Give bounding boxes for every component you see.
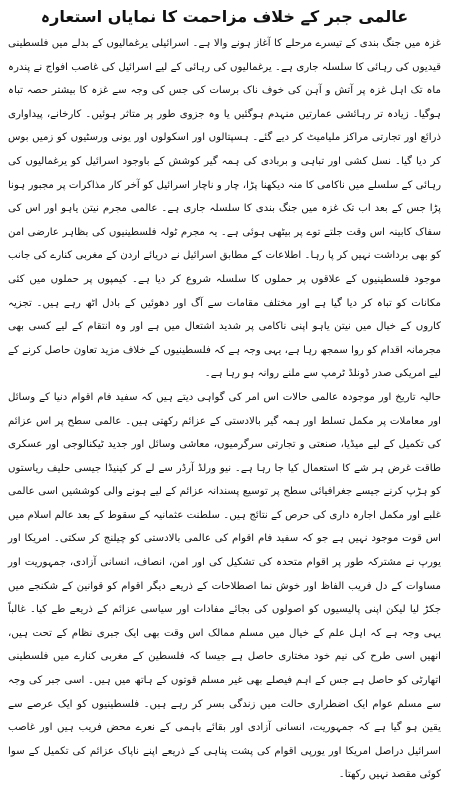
- article-paragraph-1: غزہ میں جنگ بندی کے تیسرے مرحلے کا آغاز ہونے والا ہے۔ اسرائیلی یرغمالیوں کے بدلے میں فلسطینی قیدیوں کی رہائی کا سلسلہ جاری ہے۔ یرغمالیوں کی رہائی کے لیے اسرائیل کی غاصب افواج نے پندرہ ماہ تک اہل غزہ پر آتش و آہن کی خوف ناک برسات کی جس کی وجہ سے غزہ کا بیشتر حصہ تباہ ہوگیا۔ زیادہ تر رہائشی عمارتیں منہدم ہوگئیں یا وہ جزوی طور پر متاثر ہوئیں۔ کارخانے، پیداواری ذرائع اور تجارتی مراکز ملیامیٹ کر دیے گئے۔ ہسپتالوں اور اسکولوں اور یونی ورسٹیوں کو زمیں بوس کر دیا گیا۔ نسل کشی اور تباہی و بربادی کی ہمہ گیر کوشش کے باوجود اسرائیل کو یرغمالیوں کی رہائی کے سلسلے میں ناکامی کا منہ دیکھنا پڑا، چار و ناچار اسرائیل کو آخر کار مذاکرات پر مجبور ہونا پڑا جس کے بعد اب تک غزہ میں جنگ بندی کا سلسلہ جاری ہے۔ عالمی مجرم نیتن یاہو اور اس کی سفاک کابینہ اس وقت جلتے توے پر بیٹھی ہوئی ہے۔ یہ مجرم ٹولہ فلسطینیوں کی بظاہر عارضی امن کو بھی برداشت نہیں کر پا رہا۔ اطلاعات کے مطابق اسرائیل نے دریائے اردن کے مغربی کنارے کی جانب موجود فلسطینیوں کے علاقوں پر حملوں کا سلسلہ شروع کر دیا ہے۔ کیمپوں پر حملوں میں کئی مکانات کو تباہ کر دیا گیا ہے اور مختلف مقامات سے آگ اور دھوئیں کے بادل اٹھ رہے ہیں۔ تجزیہ کاروں کے خیال میں نیتن یاہو اپنی ناکامی پر شدید اشتعال میں ہے اور وہ انتقام کے لیے کسی بھی مجرمانہ اقدام کو روا سمجھ رہا ہے، یہی وجہ ہے کہ فلسطینیوں کے خلاف مزید تعاون حاصل کرنے کے لیے امریکی صدر ڈونلڈ ٹرمپ سے ملنے روانہ ہو رہا ہے۔: [8, 38, 441, 380]
- article-title: عالمی جبر کے خلاف مزاحمت کا نمایاں استعارہ: [40, 7, 409, 26]
- article-paragraph-2: حالیہ تاریخ اور موجودہ عالمی حالات اس امر کی گواہی دیتے ہیں کہ سفید فام اقوام دنیا کے وسائل اور معاملات پر مکمل تسلط اور ہمہ گیر بالادستی کے عزائم رکھتی ہیں۔ عالمی سطح پر اس عزائم کی تکمیل کے لیے میڈیا، صنعتی و تجارتی سرگرمیوں، معاشی وسائل اور جدید ٹیکنالوجی اور عسکری طاقت غرض ہر شے کا استعمال کیا جا رہا ہے۔ نیو ورلڈ آرڈر سے لے کر کینیڈا جیسی حلیف ریاستوں کو ہڑپ کرنے جیسے جغرافیائی سطح پر توسیع پسندانہ عزائم کے لیے ہونے والی کوششیں اسی عالمی غلبے اور مکمل اجارہ داری کی حرص کے نتائج ہیں۔ سلطنت عثمانیہ کے سقوط کے بعد عالم اسلام میں اس قوت موجود نہیں ہے جو کہ سفید فام اقوام کی عالمی بالادستی کو چیلنج کر سکتی۔ امریکا اور یورپ نے مشترکہ طور پر اقوام متحدہ کی تشکیل کی اور امن، انصاف، انسانی آزادی، جمہوریت اور مساوات کے دل فریب الفاظ اور خوش نما اصطلاحات کے ذریعے دیگر اقوام کو قوانین کے شکنجے میں جکڑ لیا لیکن اپنی پالیسیوں کو اصولوں کی بجائے مفادات اور سیاسی عزائم کے ذریعے طے کیا۔ غالباً یہی وجہ ہے کہ اہل علم کے خیال میں مسلم ممالک اس وقت بھی ایک جبری نظام کے تحت ہیں، انھیں اسی طرح کی نیم خود مختاری حاصل ہے جیسا کہ فلسطین کے مغربی کنارے میں فلسطینی اتھارٹی کو حاصل ہے جس کے اہم فیصلے بھی غیر مسلم قوتوں کے ہاتھ میں ہیں۔ اسی جبر کی وجہ سے مسلم عوام ایک اضطراری حالت میں زندگی بسر کر رہے ہیں۔ فلسطینیوں کو ایک عرصے سے یقین ہو گیا ہے کہ جمہوریت، انسانی آزادی اور بقائے باہمی کے نعرے محض فریب ہیں اور غاصب اسرائیل دراصل امریکا اور یورپی اقوام کی پشت پناہی کے ذریعے اپنے ناپاک عزائم کی تکمیل کے سوا کوئی مقصد نہیں رکھتا۔: [8, 391, 441, 781]
